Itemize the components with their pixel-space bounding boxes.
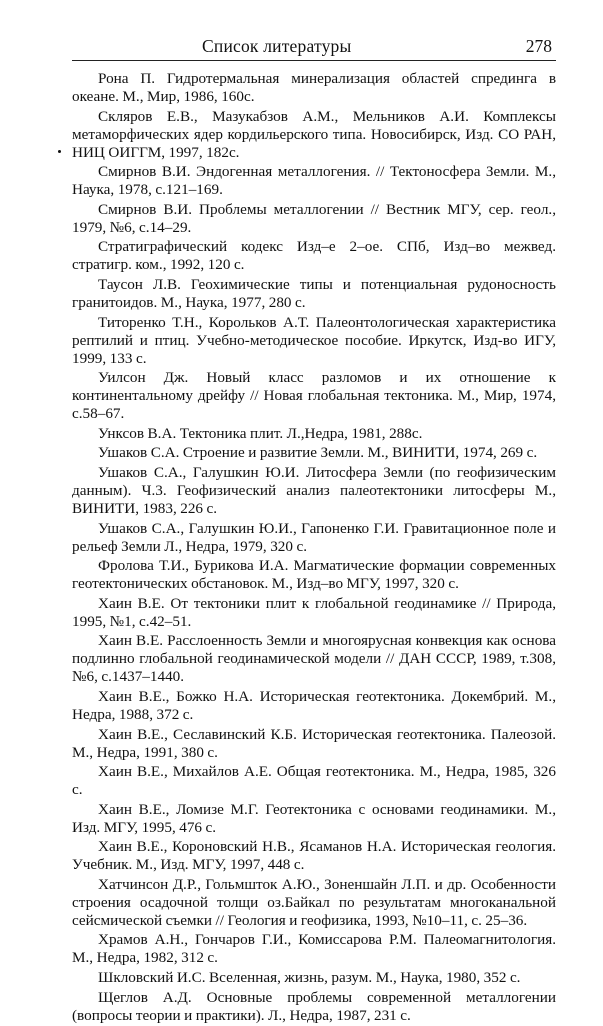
reference-item: Ушаков С.А., Галушкин Ю.И. Литосфера Земли (по геофизическим данным). Ч.3. Геофизический анализ палеотектоники литосферы М., ВИНИТИ, 1983, 226 с.	[72, 463, 556, 517]
scan-speck	[58, 150, 61, 153]
reference-item: Хаин В.Е. Расслоенность Земли и многоярусная конвекция как основа подлинно глобальной геодинамической модели // ДАН СССР, 1989, т.308, №6, с.1437–1440.	[72, 632, 556, 686]
reference-item: Храмов А.Н., Гончаров Г.И., Комиссарова Р.М. Палеомагнитология. М., Недра, 1982, 312 с.	[72, 931, 556, 967]
reference-item: Скляров Е.В., Мазукабзов А.М., Мельников А.И. Комплексы метаморфических ядер кордильерского типа. Новосибирск, Изд. СО РАН, НИЦ ОИГГМ, 1997, 182с.	[72, 107, 556, 161]
reference-item: Рона П. Гидротермальная минерализация областей спрединга в океане. М., Мир, 1986, 160с.	[72, 70, 556, 105]
reference-item: Щеглов А.Д. Основные проблемы современной металлогении (вопросы теории и практики). Л., Недра, 1987, 231 с.	[72, 988, 556, 1024]
reference-item: Хаин В.Е. От тектоники плит к глобальной геодинамике // Природа, 1995, №1, с.42–51.	[72, 594, 556, 630]
reference-item: Титоренко Т.Н., Корольков А.Т. Палеонтологическая характеристика рептилий и птиц. Учебно-методическое пособие. Иркутск, Изд-во ИГУ, 1999, 133 с.	[72, 313, 556, 367]
reference-item: Хаин В.Е., Короновский Н.В., Ясаманов Н.А. Историческая геология. Учебник. М., Изд. МГУ, 1997, 448 с.	[72, 838, 556, 874]
reference-item: Таусон Л.В. Геохимические типы и потенциальная рудоносность гранитоидов. М., Наука, 1977, 280 с.	[72, 275, 556, 311]
reference-item: Хаин В.Е., Божко Н.А. Историческая геотектоника. Докембрий. М., Недра, 1988, 372 с.	[72, 687, 556, 723]
page-number: 278	[525, 36, 552, 56]
reference-item: Ушаков С.А., Галушкин Ю.И., Гапоненко Г.И. Гравитационное поле и рельеф Земли Л., Недра, 1979, 320 с.	[72, 519, 556, 555]
reference-item: Шкловский И.С. Вселенная, жизнь, разум. М., Наука, 1980, 352 с.	[98, 969, 521, 987]
page-header	[72, 34, 556, 61]
reference-list	[72, 70, 556, 1026]
reference-item: Унксов В.А. Тектоника плит. Л.,Недра, 1981, 288с.	[98, 424, 423, 442]
reference-item: Стратиграфический кодекс Изд–е 2–ое. СПб, Изд–во межвед. стратигр. ком., 1992, 120 с.	[72, 238, 556, 274]
running-title: Список литературы	[202, 36, 352, 56]
reference-item: Хатчинсон Д.Р., Гольмшток А.Ю., Зоненшайн Л.П. и др. Особенности строения осадочной толщи оз.Байкал по результатам многоканальной сейсмической съемки // Геология и геофизика, 1993, №10–11, с. 25–36.	[72, 875, 556, 929]
reference-item: Смирнов В.И. Эндогенная металлогения. // Тектоносфера Земли. М., Наука, 1978, с.121–169.	[72, 163, 556, 199]
reference-item: Фролова Т.И., Бурикова И.А. Магматические формации современных геотектонических обстановок. М., Изд–во МГУ, 1997, 320 с.	[72, 557, 556, 593]
reference-item: Хаин В.Е., Ломизе М.Г. Геотектоника с основами геодинамики. М., Изд. МГУ, 1995, 476 с.	[72, 800, 556, 836]
reference-item: Смирнов В.И. Проблемы металлогении // Вестник МГУ, сер. геол., 1979, №6, с.14–29.	[72, 200, 556, 236]
reference-item: Ушаков С.А. Строение и развитие Земли. М., ВИНИТИ, 1974, 269 с.	[98, 444, 538, 462]
reference-item: Хаин В.Е., Сеславинский К.Б. Историческая геотектоника. Палеозой. М., Недра, 1991, 380 с.	[72, 725, 556, 761]
reference-item: Хаин В.Е., Михайлов А.Е. Общая геотектоника. М., Недра, 1985, 326 с.	[72, 763, 556, 799]
reference-item: Уилсон Дж. Новый класс разломов и их отношение к континентальному дрейфу // Новая глобальная тектоника. М., Мир, 1974, с.58–67.	[72, 369, 556, 423]
